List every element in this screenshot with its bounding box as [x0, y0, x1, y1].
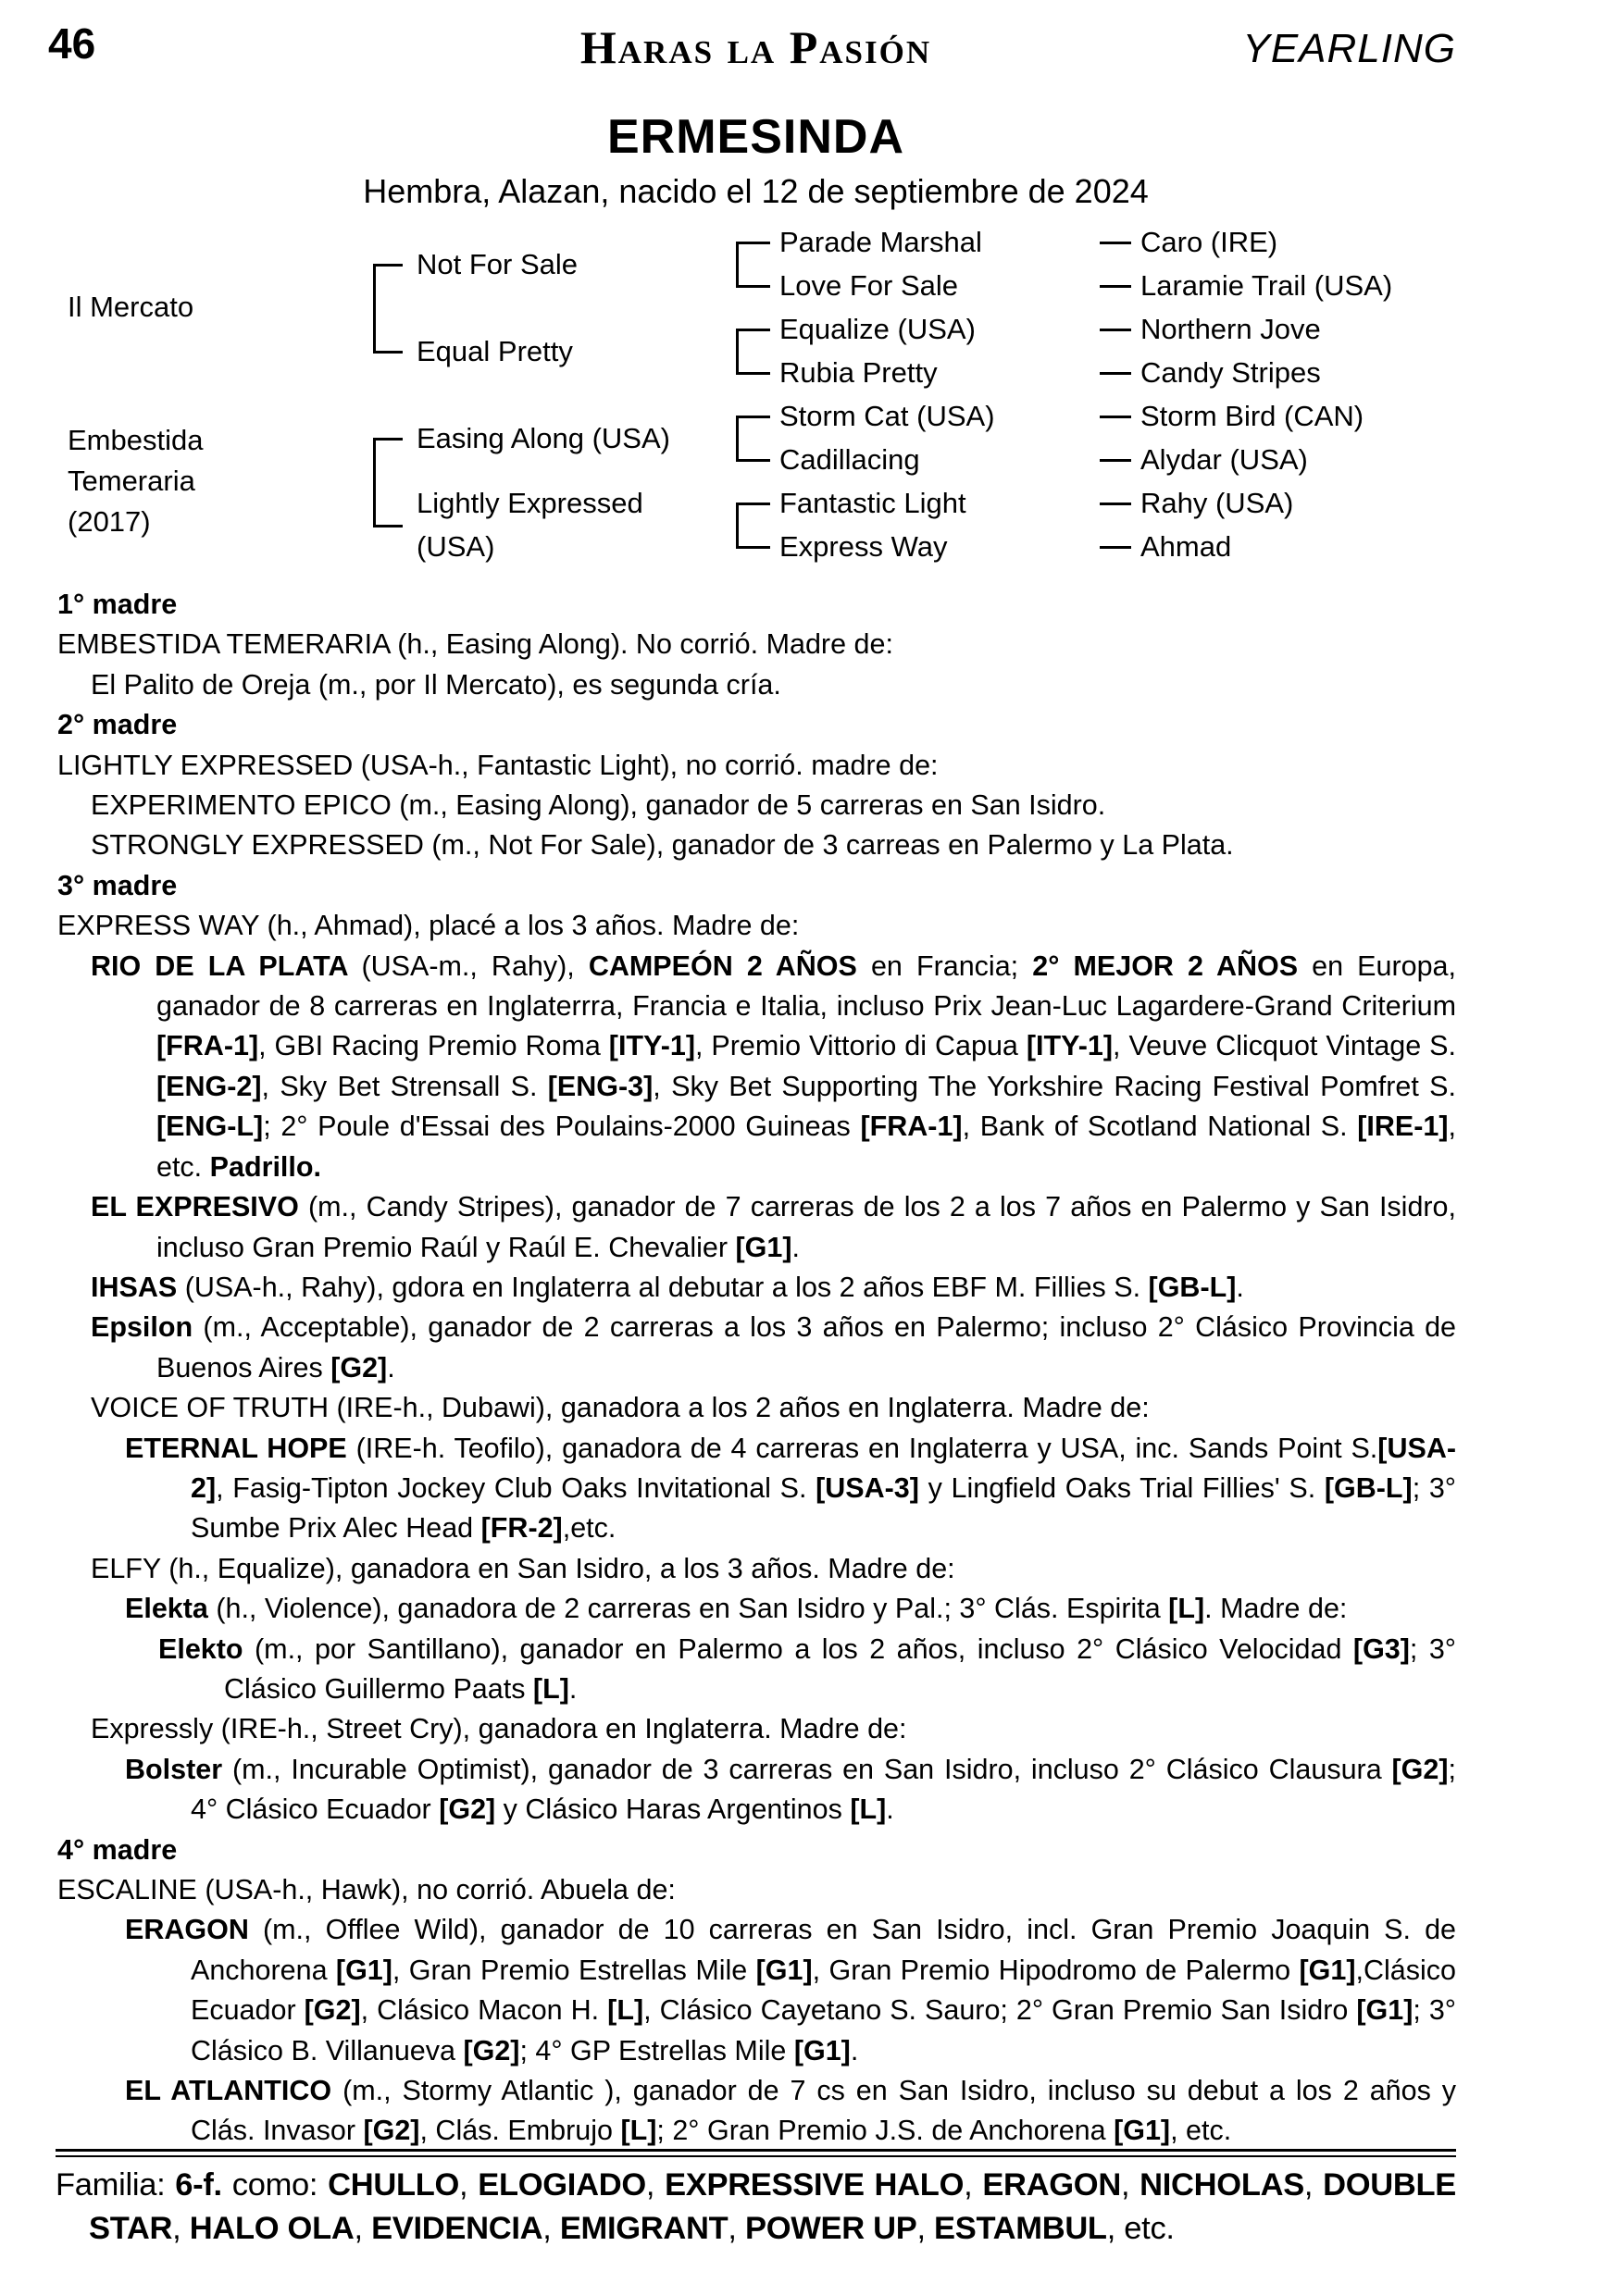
text: ,etc. [562, 1512, 616, 1545]
bold-text: [G1] [1299, 1954, 1356, 1986]
text: EXPERIMENTO EPICO (m., Easing Along), ganador de 5 carreras en San Isidro. [91, 789, 1106, 822]
produce-paragraph [56, 2071, 1456, 2152]
produce-paragraph [56, 1709, 1456, 1749]
bold-text: [IRE-1] [1357, 1111, 1449, 1143]
text: , Sky Bet Supporting The Yorkshire Racing Festival Pomfret S. [653, 1070, 1456, 1102]
pedigree-cell-dam: Temeraria [68, 465, 195, 497]
text: , [1303, 2167, 1324, 2203]
text: , Clás. Embrujo [419, 2115, 621, 2147]
bold-text: 4° madre [57, 1833, 178, 1866]
bold-text: EL EXPRESIVO [91, 1191, 308, 1223]
bold-text: CHULLO [328, 2167, 460, 2203]
dam-section-heading [56, 585, 1456, 625]
bold-text: 1° madre [57, 589, 178, 620]
bold-text: 2° madre [57, 709, 178, 741]
sale-category-label: YEARLING [1242, 26, 1456, 71]
produce-paragraph [56, 1750, 1456, 1831]
pedigree-cell-gen3: Express Way [779, 530, 948, 563]
bold-text: [L] [620, 2115, 657, 2147]
dam-section-heading [56, 1831, 1456, 1870]
bold-text: 6-f. [175, 2167, 222, 2203]
bold-text: [USA-2] [191, 1432, 1457, 1504]
pedigree-cell-dam: (2017) [68, 505, 151, 538]
bold-text: [GB-L] [1324, 1471, 1413, 1504]
bold-text: [FRA-1] [860, 1111, 963, 1143]
bold-text: [G2] [463, 2034, 520, 2066]
pedigree-dash [1100, 329, 1131, 331]
text: , [1120, 2167, 1140, 2203]
text: , Fasig-Tipton Jockey Club Oaks Invitational S. [216, 1471, 816, 1504]
text: ; 4° GP Estrellas Mile [519, 2034, 794, 2066]
text: , Veuve Clicquot Vintage S. [1113, 1030, 1456, 1062]
pedigree-cell-gen2: Not For Sale [417, 247, 579, 280]
produce-paragraph [56, 665, 1456, 705]
text: , GBI Racing Premio Roma [258, 1030, 609, 1062]
bold-text: [G1] [335, 1954, 392, 1986]
text: , Gran Premio Hipodromo de Palermo [812, 1954, 1300, 1986]
text: . [791, 1231, 800, 1263]
pedigree-cell-gen3: Equalize (USA) [779, 313, 976, 345]
bold-text: [ITY-1] [1026, 1030, 1114, 1062]
pedigree-cell-gen2: Easing Along (USA) [417, 421, 670, 454]
bold-text: 2° MEJOR 2 AÑOS [1032, 949, 1313, 982]
horse-name-title: ERMESINDA [606, 110, 905, 164]
bold-text: ETERNAL HOPE [125, 1432, 356, 1464]
text: ; 3° Clásico Guillermo Paats [224, 1632, 1456, 1705]
bold-text: [G2] [330, 1351, 388, 1384]
text: como: [221, 2167, 329, 2203]
text: . [568, 1672, 578, 1705]
body-paragraphs [56, 585, 1456, 2152]
produce-paragraph [56, 825, 1456, 865]
text: VOICE OF TRUTH (IRE-h., Dubawi), ganadora a los 2 años en Inglaterra. Madre de: [91, 1392, 1150, 1424]
text: , [542, 2211, 560, 2246]
bold-text: IHSAS [91, 1271, 185, 1303]
text: , Premio Vittorio di Capua [695, 1030, 1027, 1062]
text: , [459, 2167, 479, 2203]
text: ,Clásico Ecuador [191, 1954, 1456, 2027]
produce-paragraph [56, 786, 1456, 825]
bold-text: NICHOLAS [1140, 2167, 1304, 2203]
pedigree-dash [1100, 459, 1131, 462]
bold-text: HALO OLA [189, 2211, 355, 2246]
bold-text: RIO DE LA PLATA [91, 949, 362, 982]
pedigree-cell-gen4: Caro (IRE) [1140, 226, 1278, 258]
text: , [916, 2211, 935, 2246]
text: LIGHTLY EXPRESSED (USA-h., Fantastic Light), no corrió. madre de: [57, 749, 939, 781]
text: y Clásico Haras Argentinos [495, 1793, 851, 1826]
text: El Palito de Oreja (m., por Il Mercato), es segunda cría. [91, 668, 781, 701]
produce-paragraph [56, 1388, 1456, 1428]
pedigree-cell-gen3: Love For Sale [779, 269, 958, 302]
bold-text: [G3] [1352, 1632, 1410, 1665]
bold-text: Bolster [125, 1753, 232, 1785]
bold-text: Padrillo. [209, 1150, 321, 1183]
bold-text: ERAGON [125, 1914, 263, 1946]
bold-text: [G2] [363, 2115, 420, 2147]
produce-paragraph [56, 1870, 1456, 1910]
text: (m., Offlee Wild), ganador de 10 carreras en San Isidro, incl. Gran Premio Joaquin S. de Anchorena [191, 1914, 1457, 1986]
bold-text: [GB-L] [1148, 1271, 1237, 1303]
text: en Europa, ganador de 8 carreras en Inglaterrra, Francia e Italia, incluso Prix Jean-Luc Lagardere-Grand Criterium [156, 949, 1456, 1023]
bold-text: ERAGON [982, 2167, 1121, 2203]
pedigree-dash [1100, 372, 1131, 375]
text: , [728, 2211, 745, 2246]
pedigree-cell-gen4: Rahy (USA) [1140, 487, 1294, 519]
page-number: 46 [48, 19, 96, 68]
produce-paragraph [56, 1429, 1456, 1549]
pedigree-bracket [373, 438, 403, 527]
text: (m., por Santillano), ganador en Palermo a los 2 años, incluso 2° Clásico Velocidad [255, 1632, 1353, 1665]
produce-paragraph [56, 1268, 1456, 1308]
pedigree-cell-gen4: Alydar (USA) [1140, 443, 1308, 476]
produce-paragraph [56, 906, 1456, 946]
text: , Clásico Macon H. [360, 1994, 608, 2027]
pedigree-bracket [736, 329, 770, 375]
bold-text: [ITY-1] [608, 1030, 695, 1062]
bold-text: [G2] [1391, 1753, 1449, 1785]
bold-text: [G1] [1114, 2115, 1171, 2147]
dam-section-heading [56, 705, 1456, 745]
bold-text: Elekta [125, 1593, 217, 1625]
bold-text: EL ATLANTICO [125, 2075, 343, 2107]
text: . [1236, 1271, 1244, 1303]
text: Familia: [56, 2167, 176, 2203]
pedigree-bracket [736, 503, 770, 549]
text: , [645, 2167, 666, 2203]
bold-text: [FRA-1] [156, 1030, 259, 1062]
bold-text: [G1] [735, 1231, 792, 1263]
text: , [354, 2211, 372, 2246]
bold-text: [G1] [793, 2034, 851, 2066]
pedigree-cell-gen3: Parade Marshal [779, 226, 982, 258]
bold-text: [L] [532, 1672, 569, 1705]
text: . [850, 2034, 859, 2066]
text: ; 3° Sumbe Prix Alec Head [191, 1471, 1457, 1545]
family-divider-rule [56, 2149, 1456, 2157]
bold-text: Epsilon [91, 1311, 204, 1344]
produce-paragraph [56, 746, 1456, 786]
produce-paragraph [56, 1187, 1456, 1268]
text: Expressly (IRE-h., Street Cry), ganadora en Inglaterra. Madre de: [91, 1713, 907, 1745]
text: , etc. [1170, 2115, 1232, 2147]
text: ESCALINE (USA-h., Hawk), no corrió. Abuela de: [57, 1874, 676, 1905]
pedigree-cell-gen3: Fantastic Light [779, 487, 966, 519]
text: STRONGLY EXPRESSED (m., Not For Sale), ganador de 3 carreas en Palermo y La Plata. [91, 829, 1234, 862]
text: ; 4° Clásico Ecuador [191, 1753, 1456, 1826]
text: , Sky Bet Strensall S. [261, 1070, 548, 1102]
text: EXPRESS WAY (h., Ahmad), placé a los 3 años. Madre de: [57, 910, 800, 942]
bold-text: [L] [1168, 1593, 1205, 1625]
pedigree-cell-gen2: Lightly Expressed [417, 487, 643, 519]
pedigree-dash [1100, 242, 1131, 244]
text: , etc. [156, 1111, 1457, 1183]
bold-text: [G2] [439, 1793, 496, 1826]
text: , Gran Premio Estrellas Mile [392, 1954, 756, 1986]
pedigree-cell-gen3: Cadillacing [779, 443, 920, 476]
text: , Clásico Cayetano S. Sauro; 2° Gran Premio San Isidro [643, 1994, 1357, 2027]
bold-text: [L] [607, 1994, 644, 2027]
bold-text: [G2] [304, 1994, 361, 2027]
text: , [964, 2167, 983, 2203]
pedigree-cell-dam: Embestida [68, 424, 204, 456]
bold-text: Elekto [158, 1632, 255, 1665]
text: ; 3° Clásico B. Villanueva [191, 1994, 1457, 2066]
produce-paragraph [56, 947, 1456, 1187]
produce-paragraph [56, 1630, 1456, 1710]
pedigree-cell-gen4: Storm Bird (CAN) [1140, 400, 1364, 432]
produce-paragraph [56, 625, 1456, 664]
family-line [56, 2164, 1456, 2251]
text: . [387, 1351, 395, 1384]
bold-text: [ENG-2] [156, 1070, 262, 1102]
bold-text: EVIDENCIA [371, 2211, 543, 2246]
pedigree-cell-gen2: Equal Pretty [417, 334, 573, 367]
text: (USA-h., Rahy), gdora en Inglaterra al debutar a los 2 años EBF M. Fillies S. [184, 1271, 1149, 1303]
bold-text: 3° madre [57, 869, 178, 901]
bold-text: [FR-2] [480, 1512, 563, 1545]
bold-text: EMIGRANT [559, 2211, 729, 2246]
text: . [886, 1793, 894, 1826]
text: (h., Violence), ganadora de 2 carreras en San Isidro y Pal.; 3° Clás. Espirita [216, 1593, 1169, 1625]
pedigree-dash [1100, 416, 1131, 418]
pedigree-cell-gen4: Candy Stripes [1140, 356, 1321, 389]
bold-text: [USA-3] [816, 1471, 919, 1504]
text: (USA-m., Rahy), [361, 949, 589, 982]
pedigree-cell-sire: Il Mercato [68, 291, 194, 323]
text: , etc. [1106, 2211, 1175, 2246]
text: (m., Candy Stripes), ganador de 7 carreras de los 2 a los 7 años en Palermo y San Isidro, incluso Gran Premio Raúl y Raúl E. Chevalier [156, 1191, 1456, 1263]
text: (m., Incurable Optimist), ganador de 3 carreras en San Isidro, incluso 2° Clásico Clausura [231, 1753, 1392, 1785]
farm-title: Haras la Pasión [579, 21, 932, 73]
produce-paragraph [56, 1589, 1456, 1629]
bold-text: EXPRESSIVE HALO [665, 2167, 965, 2203]
pedigree-bracket [736, 416, 770, 462]
bold-text: [G1] [755, 1954, 813, 1986]
pedigree-cell-gen3: Storm Cat (USA) [779, 400, 995, 432]
bold-text: ELOGIADO [478, 2167, 646, 2203]
text: ; 2° Gran Premio J.S. de Anchorena [656, 2115, 1115, 2147]
text: . Madre de: [1204, 1593, 1348, 1625]
horse-birth-line: Hembra, Alazan, nacido el 12 de septiembre de 2024 [363, 172, 1149, 210]
text: (IRE-h. Teofilo), ganadora de 4 carreras en Inglaterra y USA, inc. Sands Point S. [355, 1432, 1378, 1464]
produce-paragraph [56, 1910, 1456, 2071]
text: EMBESTIDA TEMERARIA (h., Easing Along). No corrió. Madre de: [57, 628, 893, 661]
text: ELFY (h., Equalize), ganadora en San Isidro, a los 3 años. Madre de: [91, 1552, 955, 1584]
text: (m., Acceptable), ganador de 2 carreras a los 3 años en Palermo; incluso 2° Clásico Provincia de Buenos Aires [156, 1311, 1456, 1384]
text: en Francia; [870, 949, 1033, 982]
produce-paragraph [56, 1308, 1456, 1388]
text: (m., Stormy Atlantic ), ganador de 7 cs en San Isidro, incluso su debut a los 2 años y Clás. Invasor [191, 2075, 1457, 2147]
bold-text: [L] [850, 1793, 887, 1826]
dam-section-heading [56, 866, 1456, 906]
pedigree-dash [1100, 546, 1131, 549]
bold-text: [ENG-3] [547, 1070, 654, 1102]
pedigree-cell-gen2: (USA) [417, 530, 495, 563]
text: , Bank of Scotland National S. [962, 1111, 1358, 1143]
pedigree-dash [1100, 285, 1131, 288]
text: ; 2° Poule d'Essai des Poulains-2000 Guineas [263, 1111, 861, 1143]
text: y Lingfield Oaks Trial Fillies' S. [918, 1471, 1325, 1504]
bold-text: CAMPEÓN 2 AÑOS [588, 949, 871, 982]
pedigree-cell-gen3: Rubia Pretty [779, 356, 938, 389]
bold-text: POWER UP [744, 2211, 917, 2246]
pedigree-cell-gen4: Laramie Trail (USA) [1140, 269, 1393, 302]
pedigree-cell-gen4: Ahmad [1140, 530, 1232, 563]
bold-text: [G1] [1356, 1994, 1414, 2027]
bold-text: [ENG-L] [156, 1111, 264, 1143]
bold-text: ESTAMBUL [934, 2211, 1107, 2246]
bold-text: DOUBLE STAR [89, 2167, 1456, 2246]
pedigree-dash [1100, 503, 1131, 505]
pedigree-bracket [373, 264, 403, 354]
produce-paragraph [56, 1549, 1456, 1589]
pedigree-cell-gen4: Northern Jove [1140, 313, 1321, 345]
text: , [172, 2211, 190, 2246]
pedigree-bracket [736, 242, 770, 288]
